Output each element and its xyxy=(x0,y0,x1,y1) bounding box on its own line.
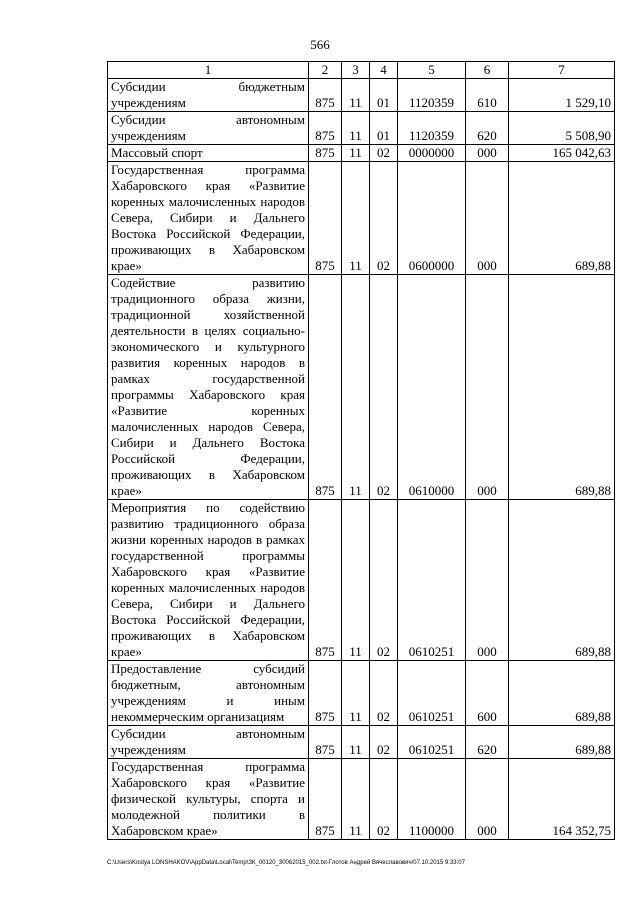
amount-cell: 165 042,63 xyxy=(509,145,615,162)
page-number: 566 xyxy=(310,37,330,52)
header-cell-5: 5 xyxy=(398,62,466,79)
amount-cell: 164 352,75 xyxy=(509,759,615,840)
row-name-cell: Субсидии автономным учреждениям xyxy=(108,112,309,145)
amount-cell: 5 508,90 xyxy=(509,112,615,145)
target-article-cell: 0610251 xyxy=(398,726,466,759)
section-code-cell: 11 xyxy=(342,112,370,145)
subsection-code-cell: 01 xyxy=(370,79,398,112)
section-code-cell: 11 xyxy=(342,79,370,112)
expense-type-cell: 000 xyxy=(466,500,509,661)
ministry-code-cell: 875 xyxy=(309,275,342,500)
section-code-cell: 11 xyxy=(342,162,370,275)
section-code-cell: 11 xyxy=(342,726,370,759)
target-article-cell: 0610251 xyxy=(398,661,466,726)
section-code-cell: 11 xyxy=(342,145,370,162)
table-header-row xyxy=(108,62,615,79)
header-cell-2: 2 xyxy=(309,62,342,79)
amount-cell: 689,88 xyxy=(509,162,615,275)
target-article-cell: 0610000 xyxy=(398,275,466,500)
amount-cell: 689,88 xyxy=(509,661,615,726)
subsection-code-cell: 02 xyxy=(370,661,398,726)
row-name-cell: Мероприятия по содействию развитию традиционного образа жизни коренных народов в рамках государственной программы Хабаровского края «Развитие коренных малочисленных народов Севера, Сибири и Дальнего Востока Российской Федерации, проживающих в Хабаровском крае» xyxy=(108,500,309,661)
table-row xyxy=(108,145,615,162)
expense-type-cell: 000 xyxy=(466,275,509,500)
file-path-footer: C:\Users\Kostya LONSHAKOV\AppData\Local\Temp\ЗК_00120_30062015_002.txt-Глотов Андрей Вячеславович/07.10.2015 9:33:07 xyxy=(107,860,465,866)
table-row xyxy=(108,275,615,500)
target-article-cell: 1120359 xyxy=(398,79,466,112)
header-cell-7: 7 xyxy=(509,62,615,79)
amount-cell: 689,88 xyxy=(509,275,615,500)
expense-type-cell: 600 xyxy=(466,661,509,726)
ministry-code-cell: 875 xyxy=(309,726,342,759)
target-article-cell: 1100000 xyxy=(398,759,466,840)
target-article-cell: 0610251 xyxy=(398,500,466,661)
table-row xyxy=(108,112,615,145)
target-article-cell: 0600000 xyxy=(398,162,466,275)
table-row xyxy=(108,661,615,726)
table-row xyxy=(108,162,615,275)
expense-type-cell: 620 xyxy=(466,726,509,759)
row-name-cell: Государственная программа Хабаровского края «Развитие коренных малочисленных народов Севера, Сибири и Дальнего Востока Российской Федерации, проживающих в Хабаровском крае» xyxy=(108,162,309,275)
subsection-code-cell: 01 xyxy=(370,112,398,145)
expense-type-cell: 000 xyxy=(466,162,509,275)
amount-cell: 689,88 xyxy=(509,726,615,759)
table-row xyxy=(108,759,615,840)
section-code-cell: 11 xyxy=(342,275,370,500)
ministry-code-cell: 875 xyxy=(309,112,342,145)
expense-type-cell: 000 xyxy=(466,145,509,162)
budget-table xyxy=(107,61,615,840)
subsection-code-cell: 02 xyxy=(370,726,398,759)
amount-cell: 689,88 xyxy=(509,500,615,661)
ministry-code-cell: 875 xyxy=(309,759,342,840)
row-name-cell: Субсидии автономным учреждениям xyxy=(108,726,309,759)
target-article-cell: 0000000 xyxy=(398,145,466,162)
subsection-code-cell: 02 xyxy=(370,275,398,500)
table-row xyxy=(108,500,615,661)
ministry-code-cell: 875 xyxy=(309,661,342,726)
ministry-code-cell: 875 xyxy=(309,162,342,275)
ministry-code-cell: 875 xyxy=(309,500,342,661)
ministry-code-cell: 875 xyxy=(309,145,342,162)
header-cell-3: 3 xyxy=(342,62,370,79)
row-name-cell: Содействие развитию традиционного образа жизни, традиционной хозяйственной деятельности в целях социально-экономического и культурного развития коренных народов в рамках государственной программы Хабаровского края «Развитие коренных малочисленных народов Севера, Сибири и Дальнего Востока Российской Федерации, проживающих в Хабаровском крае» xyxy=(108,275,309,500)
header-cell-1: 1 xyxy=(108,62,309,79)
expense-type-cell: 000 xyxy=(466,759,509,840)
expense-type-cell: 610 xyxy=(466,79,509,112)
subsection-code-cell: 02 xyxy=(370,759,398,840)
section-code-cell: 11 xyxy=(342,759,370,840)
subsection-code-cell: 02 xyxy=(370,500,398,661)
expense-type-cell: 620 xyxy=(466,112,509,145)
header-cell-6: 6 xyxy=(466,62,509,79)
row-name-cell: Государственная программа Хабаровского края «Развитие физической культуры, спорта и молодежной политики в Хабаровском крае» xyxy=(108,759,309,840)
section-code-cell: 11 xyxy=(342,661,370,726)
table-row xyxy=(108,79,615,112)
subsection-code-cell: 02 xyxy=(370,162,398,275)
ministry-code-cell: 875 xyxy=(309,79,342,112)
row-name-cell: Массовый спорт xyxy=(108,145,309,162)
header-cell-4: 4 xyxy=(370,62,398,79)
table-row xyxy=(108,726,615,759)
subsection-code-cell: 02 xyxy=(370,145,398,162)
amount-cell: 1 529,10 xyxy=(509,79,615,112)
row-name-cell: Предоставление субсидий бюджетным, автономным учреждениям и иным некоммерческим организациям xyxy=(108,661,309,726)
target-article-cell: 1120359 xyxy=(398,112,466,145)
section-code-cell: 11 xyxy=(342,500,370,661)
row-name-cell: Субсидии бюджетным учреждениям xyxy=(108,79,309,112)
